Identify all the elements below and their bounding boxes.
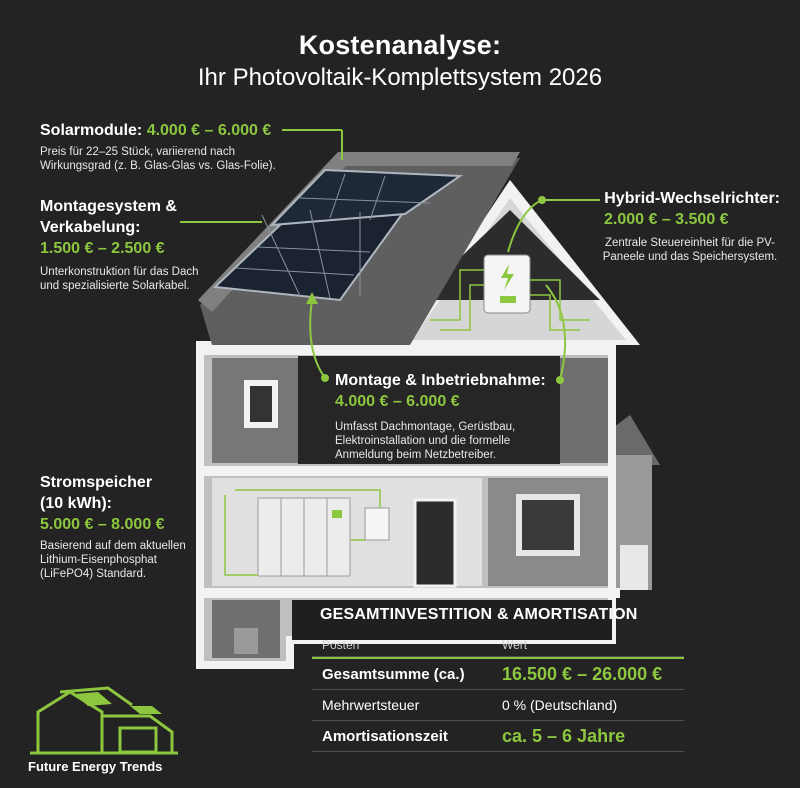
solar-price: 4.000 € – 6.000 €: [146, 122, 272, 139]
battery-storage-icon: [258, 498, 350, 576]
callout-title: [40, 120, 310, 141]
storage-title-1: Stromspeicher: [40, 474, 153, 491]
solar-title: Solarmodule:: [40, 122, 143, 139]
table-row: [312, 690, 684, 721]
page-subtitle: Ihr Photovoltaik-Komplettsystem 2026: [197, 64, 603, 91]
row-value: 0 % (Deutschland): [502, 697, 618, 713]
row-item: Gesamtsumme (ca.): [322, 665, 465, 683]
callout-mounting-system: [40, 196, 230, 293]
col-header-value: Wert: [502, 638, 528, 652]
inverter-price: 2.000 € – 3.500 €: [604, 211, 729, 228]
table-header-row: [312, 634, 684, 657]
summary-table: [312, 606, 684, 752]
inverter-title: Hybrid-Wechselrichter:: [604, 190, 780, 207]
page-title: Kostenanalyse:: [298, 30, 502, 60]
mounting-desc: Unterkonstruktion für das Dach und spezialisierte Solarkabel.: [40, 266, 199, 292]
table-row: [312, 721, 684, 752]
row-item: Mehrwertsteuer: [322, 697, 420, 713]
callout-installation: [313, 370, 553, 462]
row-value: ca. 5 – 6 Jahre: [502, 725, 626, 746]
callout-battery-storage: [40, 472, 210, 581]
storage-price: 5.000 € – 8.000 €: [40, 516, 165, 533]
installation-title: Montage & Inbetriebnahme:: [335, 372, 546, 389]
storage-desc: Basierend auf dem aktuellen Lithium-Eisenphosphat (LiFePO4) Standard.: [40, 540, 186, 580]
row-item: Amortisationszeit: [322, 727, 448, 745]
mounting-price: 1.500 € – 2.500 €: [40, 240, 165, 257]
callout-solar-modules: [40, 120, 310, 173]
brand-name: Future Energy Trends: [28, 759, 163, 774]
storage-title-2: (10 kWh):: [40, 495, 112, 512]
mounting-title-1: Montagesystem &: [40, 198, 177, 215]
summary-heading: GESAMTINVESTITION & AMORTISATION: [320, 606, 638, 623]
callout-hybrid-inverter: [560, 188, 780, 264]
solar-desc: Preis für 22–25 Stück, variierend nach Wirkungsgrad (z. B. Glas-Glas vs. Glas-Folie).: [40, 146, 276, 172]
mounting-title-2: Verkabelung:: [40, 219, 141, 236]
meter-box: [365, 508, 389, 540]
installation-price: 4.000 € – 6.000 €: [335, 393, 460, 410]
inverter-icon: [484, 255, 530, 313]
col-header-item: Posten: [322, 638, 360, 652]
table-row: [312, 657, 684, 690]
installation-desc: Umfasst Dachmontage, Gerüstbau, Elektroinstallation und die formelle Anmeldung beim Netzbetreiber.: [335, 421, 516, 461]
inverter-desc: Zentrale Steuereinheit für die PV-Paneele und das Speichersystem.: [602, 237, 778, 263]
row-value: 16.500 € – 26.000 €: [502, 663, 663, 684]
